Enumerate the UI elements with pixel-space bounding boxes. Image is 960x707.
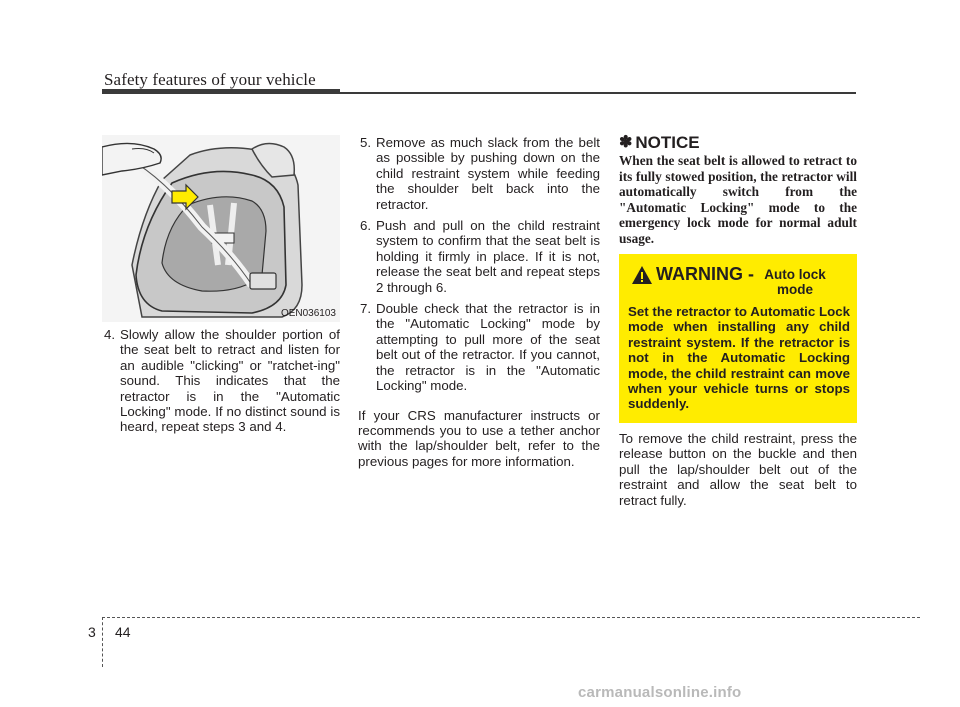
child-seat-drawing xyxy=(102,135,340,322)
watermark: carmanualsonline.info xyxy=(578,684,742,701)
notice-block xyxy=(619,135,857,246)
warning-title: WARNING - xyxy=(656,264,754,284)
step-number: 5. xyxy=(360,135,372,150)
step-6 xyxy=(358,218,600,295)
step-text: Slowly allow the shoulder portion of the seat belt to retract and listen for an audible "clicking" or "ratchet-ing" sound. This indicates that the retractor is in the "Automatic Locking" mode. If no distinct sound is heard, repeat steps 3 and 4. xyxy=(120,327,340,435)
step-4 xyxy=(102,327,340,435)
page-number xyxy=(88,624,131,640)
notice-body: When the seat belt is allowed to retract to its fully stowed position, the retractor will automatically switch from the "Automatic Locking" mode to the emergency lock mode for normal adult usage. xyxy=(619,153,857,246)
header-rule-thin xyxy=(340,92,856,94)
warning-subtitle: Auto lock mode xyxy=(764,267,826,297)
section-number: 3 xyxy=(88,624,96,640)
remove-restraint-paragraph: To remove the child restraint, press the release button on the buckle and then pull the lap/shoulder belt out of the restraint and allow the seat belt to retract fully. xyxy=(619,431,857,508)
crs-paragraph: If your CRS manufacturer instructs or recommends you to use a tether anchor with the lap/shoulder belt, refer to the previous pages for more information. xyxy=(358,407,600,469)
header-rule-thick xyxy=(102,89,340,94)
child-seat-illustration xyxy=(102,135,340,322)
notice-title: NOTICE xyxy=(635,133,700,152)
step-5 xyxy=(358,135,600,212)
step-7 xyxy=(358,301,600,393)
warning-body: Set the retractor to Automatic Lock mode when installing any child restraint system. If the retractor is not in the Automatic Locking mode, the child restraint can move when your vehicle turns or stops suddenly. xyxy=(628,304,850,412)
step-number: 4. xyxy=(104,327,116,342)
footer-rule xyxy=(102,617,920,618)
step-number: 7. xyxy=(360,301,372,317)
column-middle xyxy=(358,135,600,469)
page-number-value: 44 xyxy=(115,624,131,640)
step-text: Push and pull on the child restraint system to confirm that the seat belt is holding it firmly in place. If it is not, release the seat belt and repeat steps 2 through 6. xyxy=(376,218,600,295)
page-header-title: Safety features of your vehicle xyxy=(104,70,316,89)
column-left xyxy=(102,327,340,441)
notice-heading xyxy=(619,135,857,150)
step-text: Double check that the retractor is in the "Automatic Locking" mode by attempting to pull more of the seat belt out of the retractor. If you cannot, the retractor is in the "Automatic Locking" mode. xyxy=(376,301,600,394)
step-text: Remove as much slack from the belt as possible by pushing down on the child restraint system while feeding the shoulder belt back into the retractor. xyxy=(376,135,600,212)
notice-star-icon: ✽ xyxy=(619,134,633,151)
figure-code: OEN036103 xyxy=(280,308,336,319)
warning-box xyxy=(619,254,857,423)
step-number: 6. xyxy=(360,218,372,234)
warning-triangle-icon xyxy=(631,265,653,285)
